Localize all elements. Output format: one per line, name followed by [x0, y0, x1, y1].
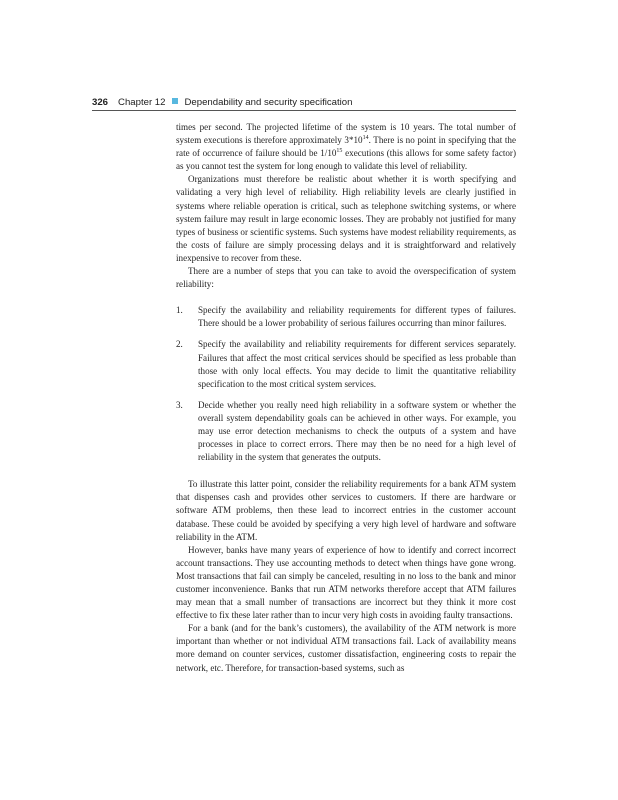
- numbered-list: [176, 304, 516, 464]
- paragraph-5: However, banks have many years of experience of how to identify and correct incorrect account transactions. They use accounting methods to detect when things have gone wrong. Most transactions that fail can simply be canceled, resulting in no loss to the bank and minor customer inconvenience. Banks that run ATM networks therefore accept that ATM failures may mean that a small number of transactions are incorrect but they think it more cost effective to fix these later rather than to incur very high costs in avoiding faulty transactions.: [176, 544, 516, 621]
- paragraph-1: times per second. The projected lifetime of the system is 10 years. The total number of system executions is therefore approximately $3*10^{14}$. There is no point in specifying that the rate of occurrence of failure should be $1/10^{15}$ executions (this allows for some safety factor) as you cannot test the system for long enough to validate this level of reliability.: [176, 122, 517, 172]
- list-item-text: Specify the availability and reliability requirements for different types of failures. There should be a lower probability of serious failures occurring than minor failures.: [198, 305, 516, 329]
- list-item: [176, 304, 516, 330]
- superscript-exponent: 14: [362, 135, 369, 142]
- header-separator-square-icon: [172, 98, 178, 104]
- chapter-label: Chapter 12: [118, 97, 166, 108]
- list-item-number: 2.: [176, 339, 183, 350]
- paragraph-3: There are a number of steps that you can take to avoid the overspecification of system reliability:: [176, 266, 516, 290]
- paragraph-4: To illustrate this latter point, consider the reliability requirements for a bank ATM system that dispenses cash and provides other services to customers. If there are hardware or software ATM problems, then these lead to incorrect entries in the customer account database. These could be avoided by specifying a very high level of hardware and software reliability in the ATM.: [176, 479, 516, 542]
- page-number: 326: [92, 97, 109, 108]
- list-item: [176, 399, 516, 464]
- paragraph-2: Organizations must therefore be realistic about whether it is worth specifying and validating a very high level of reliability. High reliability levels are clearly justified in systems where reliable operation is critical, such as telephone switching systems, or where system failure may result in large economic losses. They are probably not justified for many types of business or scientific systems. Such systems have modest reliability requirements, as the costs of failure are simply processing delays and it is straightforward and relatively inexpensive to recover from these.: [176, 174, 516, 263]
- list-item-number: 1.: [176, 305, 183, 316]
- list-item: [176, 338, 516, 390]
- superscript-exponent: 15: [336, 148, 343, 155]
- list-item-text: Specify the availability and reliability requirements for different services separately. Failures that affect the most critical services should be specified as less probable than those with only local effects. You may decide to limit the quantitative reliability specification to the most critical system services.: [198, 339, 516, 389]
- running-header: [92, 96, 516, 110]
- paragraph-6: For a bank (and for the bank’s customers), the availability of the ATM network is more important than whether or not individual ATM transactions fail. Lack of availability means more demand on counter services, customer dissatisfaction, engineering costs to repair the network, etc. Therefore, for transaction-based systems, such as: [176, 623, 516, 673]
- list-item-number: 3.: [176, 399, 183, 410]
- body-text: [176, 121, 516, 675]
- section-title: Dependability and security specification: [184, 97, 353, 108]
- header-divider: [92, 110, 516, 111]
- list-item-text: Decide whether you really need high reliability in a software system or whether the overall system dependability goals can be achieved in other ways. For example, you may use error detection mechanisms to check the outputs of a system and have processes in place to correct errors. There may then be no need for a high level of reliability in the system that generates the outputs.: [198, 399, 516, 463]
